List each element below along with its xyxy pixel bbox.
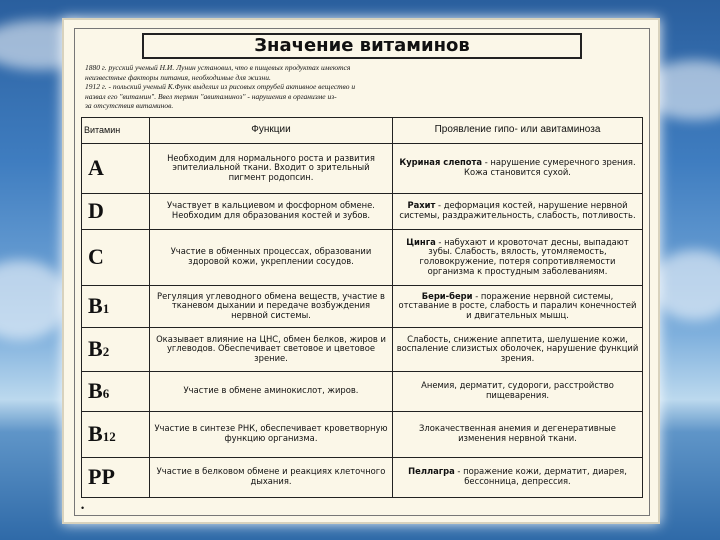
deficiency-name: Пеллагра xyxy=(408,466,455,477)
vitamin-letter: B xyxy=(88,378,103,403)
intro-line: 1912 г. - польский ученый К.Функ выделил из рисовых отрубей активное вещество и xyxy=(85,82,356,91)
vitamin-letter: PP xyxy=(88,464,115,489)
vitamin-letter: C xyxy=(88,244,104,269)
vitamin-letter: B xyxy=(88,336,103,361)
deficiency-cell xyxy=(393,193,643,229)
intro-line: назвал его "витамин". Ввел термин "авитаминоз" - нарушения в организме из- xyxy=(85,91,337,101)
table-row xyxy=(82,411,643,457)
deficiency-name: Бери-бери xyxy=(421,290,473,301)
deficiency-description: - деформация костей, нарушение нервной системы, раздражительность, слабость, потливость. xyxy=(399,200,636,220)
function-cell: Участие в белковом обмене и реакциях клеточного дыхания. xyxy=(150,457,393,497)
vitamin-cell xyxy=(82,285,150,327)
deficiency-name: Рахит xyxy=(407,200,436,211)
deficiency-name: Цинга xyxy=(406,236,436,247)
deficiency-cell xyxy=(393,229,643,285)
vitamin-cell xyxy=(82,411,150,457)
table-row xyxy=(82,457,643,497)
deficiency-cell xyxy=(393,143,643,193)
table-row xyxy=(82,327,643,371)
table-header-row xyxy=(82,117,643,143)
table-row xyxy=(82,193,643,229)
table-row xyxy=(82,229,643,285)
function-cell: Участие в обмене аминокислот, жиров. xyxy=(150,371,393,411)
function-cell: Участие в обменных процессах, образовании здоровой кожи, укреплении сосудов. xyxy=(150,229,393,285)
table-row xyxy=(82,285,643,327)
table-row xyxy=(82,143,643,193)
vitamin-cell xyxy=(82,371,150,411)
cloud xyxy=(650,250,720,320)
deficiency-cell xyxy=(393,411,643,457)
vitamin-cell xyxy=(82,327,150,371)
vitamin-cell xyxy=(82,193,150,229)
vitamin-subscript: 6 xyxy=(102,386,110,401)
vitamin-letter: A xyxy=(88,155,104,180)
vitamin-subscript: 12 xyxy=(102,429,116,444)
intro-line: неизвестные факторы питания, необходимые для жизни. xyxy=(85,72,271,82)
deficiency-cell xyxy=(393,457,643,497)
function-cell: Участие в синтезе РНК, обеспечивает кроветворную функцию организма. xyxy=(150,411,393,457)
vitamins-table xyxy=(81,117,643,498)
deficiency-cell xyxy=(393,371,643,411)
cloud xyxy=(0,260,70,340)
deficiency-name: Куриная слепота xyxy=(399,157,483,168)
deficiency-description: - набухают и кровоточат десны, выпадают зубы. Слабость, вялость, утомляемость, головокружение, потеря сопротивляемости организма к простудным заболеваниям. xyxy=(419,236,629,276)
deficiency-description: Анемия, дерматит, судороги, расстройство пищеварения. xyxy=(421,380,614,400)
intro-text xyxy=(81,63,643,111)
deficiency-description: Слабость, снижение аппетита, шелушение кожи, воспаление слизистых оболочек, нарушение функций зрения. xyxy=(396,333,639,363)
vitamin-letter: B xyxy=(88,421,103,446)
vitamin-letter: D xyxy=(88,198,104,223)
deficiency-cell xyxy=(393,327,643,371)
deficiency-description: Злокачественная анемия и дегенеративные изменения нервной ткани. xyxy=(419,423,616,443)
header-deficiency: Проявление гипо- или авитаминоза xyxy=(393,117,643,143)
vitamin-subscript: 2 xyxy=(102,344,110,359)
document-title: Значение витаминов xyxy=(142,33,582,59)
vitamin-letter: B xyxy=(88,293,103,318)
function-cell: Регуляция углеводного обмена веществ, участие в тканевом дыхании и передаче возбуждения нервной системы. xyxy=(150,285,393,327)
deficiency-description: - поражение кожи, дерматит, диарея, бессонница, депрессия. xyxy=(454,466,627,486)
vitamin-cell xyxy=(82,143,150,193)
intro-line: за отсутствия витаминов. xyxy=(85,101,174,110)
stray-mark: • xyxy=(81,503,85,513)
function-cell: Участвует в кальциевом и фосфорном обмене. Необходим для образования костей и зубов. xyxy=(150,193,393,229)
deficiency-description: - поражение нервной системы, отставание в росте, слабость и паралич конечностей и двигательных мышц. xyxy=(398,290,637,320)
vitamin-cell xyxy=(82,229,150,285)
function-cell: Необходим для нормального роста и развития эпителиальной ткани. Входит о зрительный пигмент родопсин. xyxy=(150,143,393,193)
vitamin-cell xyxy=(82,457,150,497)
table-row xyxy=(82,371,643,411)
vitamin-subscript: 1 xyxy=(102,301,110,316)
header-vitamin: Витамин xyxy=(82,117,150,143)
header-functions: Функции xyxy=(150,117,393,143)
deficiency-description: - нарушение сумеречного зрения. Кожа становится сухой. xyxy=(464,157,636,177)
slide-frame xyxy=(62,18,660,524)
scanned-document xyxy=(74,28,650,516)
function-cell: Оказывает влияние на ЦНС, обмен белков, жиров и углеводов. Обеспечивает световое и цветовое зрение. xyxy=(150,327,393,371)
deficiency-cell xyxy=(393,285,643,327)
intro-line: 1880 г. русский ученый Н.И. Лунин установил, что в пищевых продуктах имеются xyxy=(85,63,351,72)
